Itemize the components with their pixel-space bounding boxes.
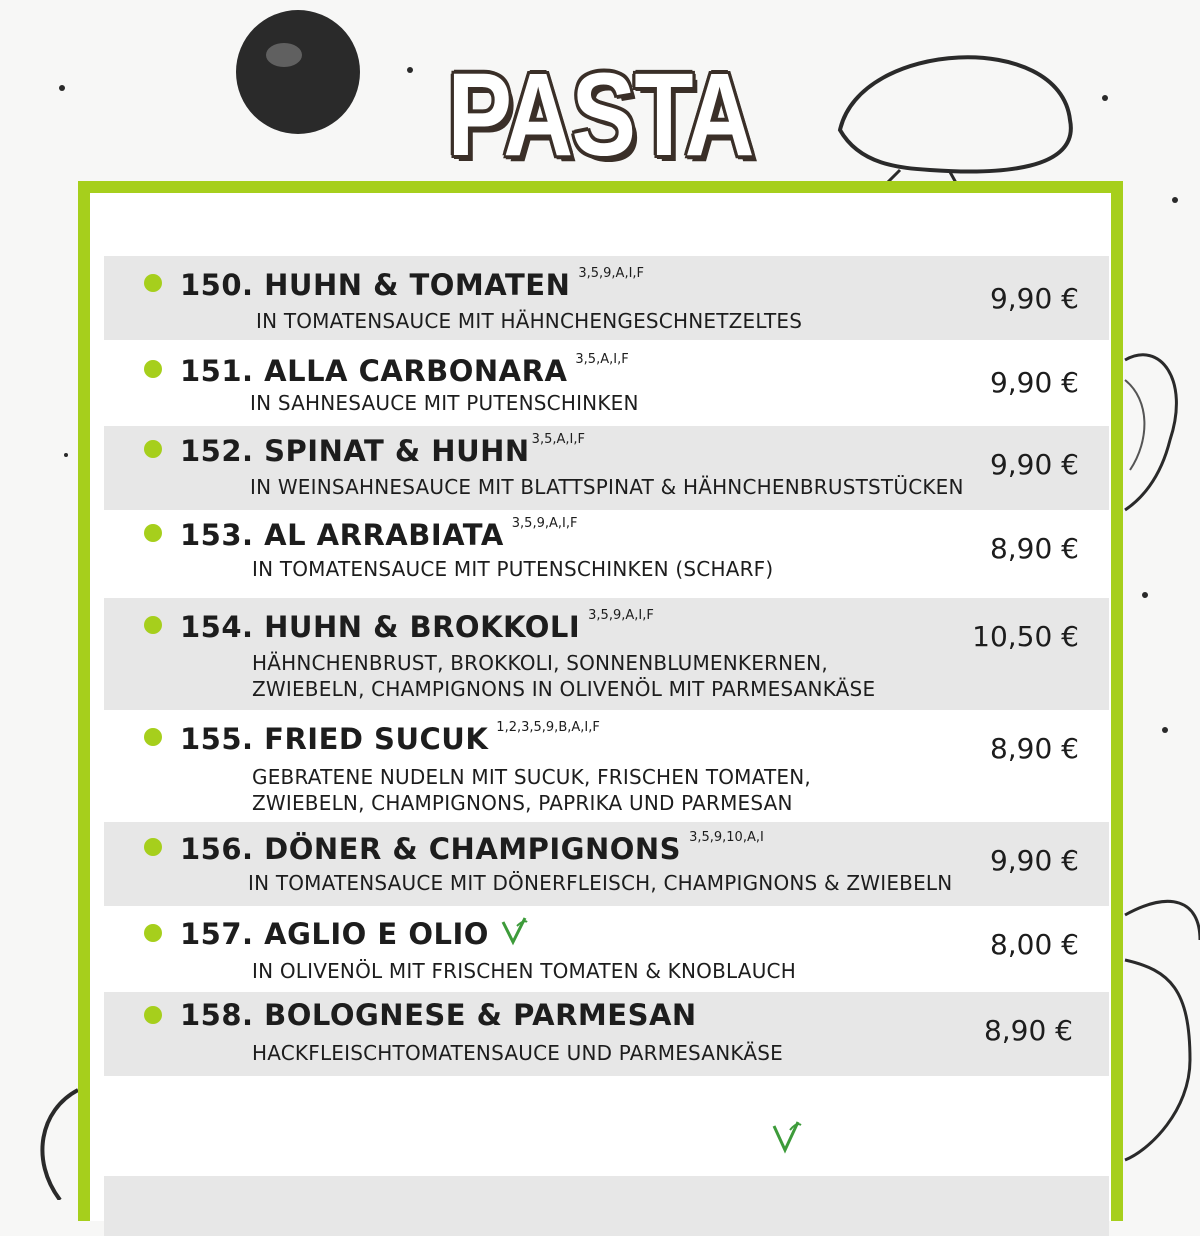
menu-item xyxy=(104,822,1109,906)
item-price: 9,90 € xyxy=(989,366,1079,399)
menu-item xyxy=(104,340,1109,426)
item-price: 9,90 € xyxy=(989,844,1079,877)
bullet-icon xyxy=(144,440,162,458)
item-name: 155. FRIED SUCUK $^{1,2,3,5,9,B,A,I,F}$ xyxy=(180,720,600,756)
bullet-icon xyxy=(144,924,162,942)
item-price: 10,50 € xyxy=(972,620,1079,653)
vegan-legend-icon xyxy=(770,1118,804,1158)
bullet-icon xyxy=(144,838,162,856)
bullet-icon xyxy=(144,616,162,634)
item-description: GEBRATENE NUDELN MIT SUCUK, FRISCHEN TOMATEN, xyxy=(252,765,811,789)
bullet-icon xyxy=(144,274,162,292)
item-name: 150. HUHN & TOMATEN $^{3,5,9,A,I,F}$ xyxy=(180,266,645,302)
item-description: IN OLIVENÖL MIT FRISCHEN TOMATEN & KNOBLAUCH xyxy=(252,959,796,983)
bullet-icon xyxy=(144,524,162,542)
vegan-icon xyxy=(499,916,529,953)
item-name: 151. ALLA CARBONARA $^{3,5,A,I,F}$ xyxy=(180,352,629,388)
item-description: IN WEINSAHNESAUCE MIT BLATTSPINAT & HÄHNCHENBRUSTSTÜCKEN xyxy=(250,475,964,499)
item-name: 154. HUHN & BROKKOLI $^{3,5,9,A,I,F}$ xyxy=(180,608,654,644)
menu-item xyxy=(104,426,1109,510)
item-description: IN SAHNESAUCE MIT PUTENSCHINKEN xyxy=(250,391,639,415)
basil-sketch xyxy=(1125,355,1176,510)
item-allergens: 3,5,9,A,I,F xyxy=(511,516,578,531)
footer-bar xyxy=(104,1176,1109,1236)
item-description: HÄHNCHENBRUST, BROKKOLI, SONNENBLUMENKERNEN, xyxy=(252,651,828,675)
item-price: 9,90 € xyxy=(989,448,1079,481)
item-allergens: 3,5,9,10,A,I xyxy=(689,830,764,845)
item-name: 152. SPINAT & HUHN $^{3,5,A,I,F}$ xyxy=(180,432,585,468)
item-description: HACKFLEISCHTOMATENSAUCE UND PARMESANKÄSE xyxy=(252,1041,783,1065)
menu-item xyxy=(104,598,1109,710)
item-description: IN TOMATENSAUCE MIT PUTENSCHINKEN (SCHARF) xyxy=(252,557,774,581)
item-name: 158. BOLOGNESE & PARMESAN xyxy=(180,998,697,1032)
menu-item xyxy=(104,992,1109,1076)
item-price: 8,00 € xyxy=(989,928,1079,961)
item-description: IN TOMATENSAUCE MIT HÄHNCHENGESCHNETZELTES xyxy=(256,309,803,333)
menu-item xyxy=(104,906,1109,992)
item-price: 8,90 € xyxy=(989,532,1079,565)
menu-item xyxy=(104,510,1109,598)
item-price: 9,90 € xyxy=(989,282,1079,315)
item-allergens: 3,5,9,A,I,F xyxy=(588,608,654,623)
menu-panel xyxy=(78,181,1123,1221)
bullet-icon xyxy=(144,1006,162,1024)
item-allergens: 3,5,A,I,F xyxy=(531,432,585,447)
item-name: 157. AGLIO E OLIO xyxy=(180,916,529,953)
item-price: 8,90 € xyxy=(983,1014,1073,1047)
item-description: IN TOMATENSAUCE MIT DÖNERFLEISCH, CHAMPIGNONS & ZWIEBELN xyxy=(248,871,953,895)
title-wrapper xyxy=(0,50,1200,190)
bullet-icon xyxy=(144,728,162,746)
item-name: 156. DÖNER & CHAMPIGNONS $^{3,5,9,10,A,I}$ xyxy=(180,830,764,866)
page-title: PASTA xyxy=(447,49,753,181)
menu-item xyxy=(104,710,1109,822)
item-allergens: 1,2,3,5,9,B,A,I,F xyxy=(496,720,600,735)
item-allergens: 3,5,A,I,F xyxy=(575,352,629,367)
item-name: 153. AL ARRABIATA $^{3,5,9,A,I,F}$ xyxy=(180,516,578,552)
item-price: 8,90 € xyxy=(989,732,1079,765)
item-description: ZWIEBELN, CHAMPIGNONS IN OLIVENÖL MIT PARMESANKÄSE xyxy=(252,677,876,701)
item-description: ZWIEBELN, CHAMPIGNONS, PAPRIKA UND PARMESAN xyxy=(252,791,793,815)
menu-item xyxy=(104,256,1109,340)
bullet-icon xyxy=(144,360,162,378)
item-allergens: 3,5,9,A,I,F xyxy=(578,266,645,281)
